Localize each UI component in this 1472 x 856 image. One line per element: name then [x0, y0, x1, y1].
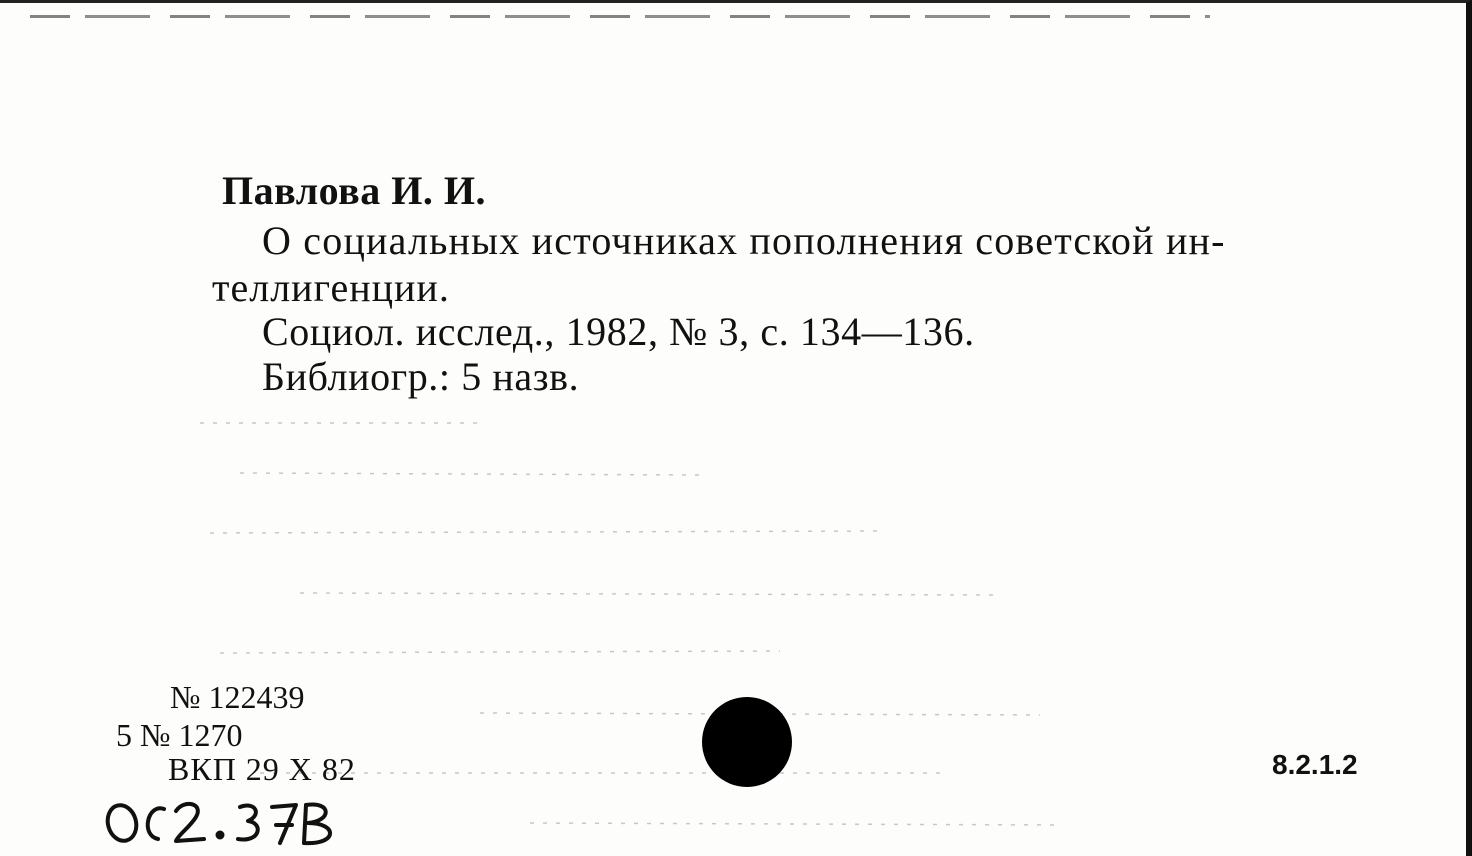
issue-number: 5 № 1270 — [116, 717, 243, 753]
author-name: Павлова И. И. — [222, 168, 486, 213]
top-border-rule — [30, 15, 1210, 18]
source-citation: Социол. исслед., 1982, № 3, с. 134—136. — [262, 309, 975, 354]
record-number: № 122439 — [170, 679, 305, 715]
punch-hole — [702, 697, 792, 787]
bibliography-note: Библиогр.: 5 назв. — [262, 354, 580, 399]
classification-code: 8.2.1.2 — [1272, 749, 1358, 780]
title-line-1: О социальных источниках пополнения советской ин- — [262, 218, 1226, 263]
registration-stamp: ВКП 29 X 82 — [168, 751, 356, 787]
handwritten-shelf-code — [100, 785, 360, 855]
title-line-2: теллигенции. — [212, 265, 450, 310]
